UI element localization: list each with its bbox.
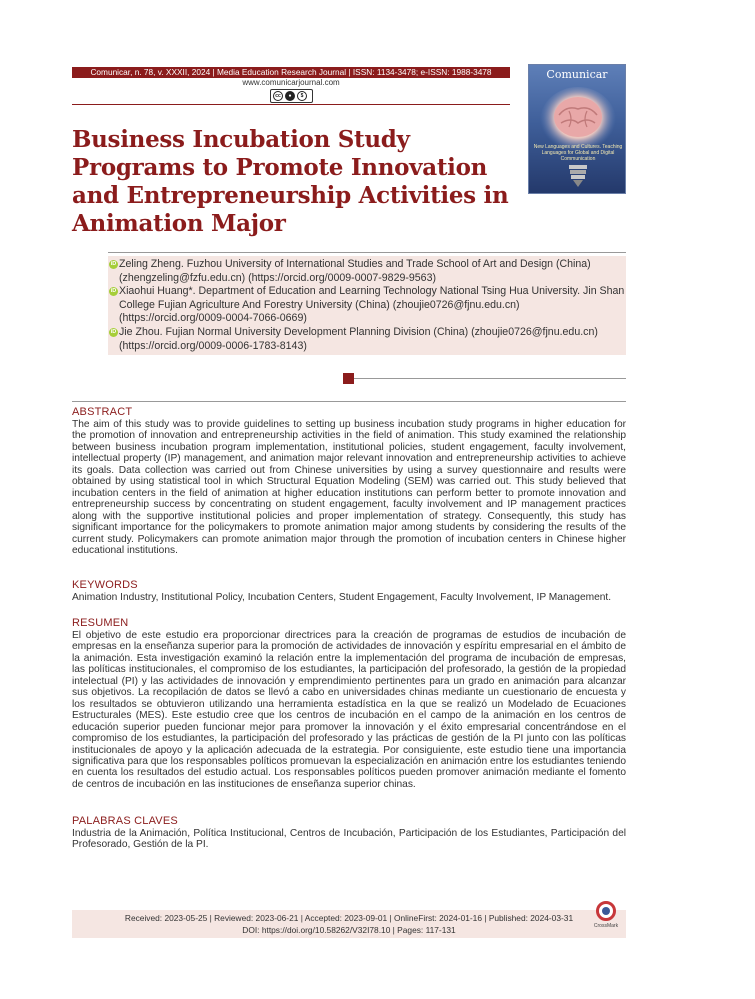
- by-icon: ●: [285, 91, 295, 101]
- palabras-text: Industria de la Animación, Política Institucional, Centros de Incubación, Participación de los Estudiantes, Participación del Profesorado, Gestión de la PI.: [72, 828, 626, 851]
- divider-square-icon: [343, 373, 354, 384]
- header-rule: [72, 104, 510, 105]
- keywords-text: Animation Industry, Institutional Policy, Incubation Centers, Student Engagement, Faculty Involvement, IP Management.: [72, 592, 612, 603]
- authors-top-rule: [108, 252, 626, 253]
- divider-line: [354, 378, 626, 379]
- orcid-icon[interactable]: iD: [110, 288, 117, 295]
- abstract-heading: ABSTRACT: [72, 406, 133, 418]
- cc-license-badge[interactable]: [270, 89, 313, 103]
- resumen-text: El objetivo de este estudio era proporcionar directrices para la creación de programas de estudios de incubación de empresas en la enseñanza superior para la promoción de actividades de innovación y espíritu empresarial en el ámbito de la animación. Esta investigación examinó la relación entre la implementación del programa de incubación de empresas, las políticas institucionales, el compromiso de los estudiantes, la participación del profesorado, la gestión de la propiedad intelectual (PI) y las actividades de innovación y emprendimiento pertinentes para un grado en animación para alcanzar sus objetivos. La recopilación de datos se llevó a cabo en universidades chinas mediante un cuestionario de encuesta y los resultados se obtuvieron utilizando una herramienta estadística en la que se realizó un Modelado de Ecuaciones Estructurales (MES). Este estudio cree que los centros de incubación en el campo de la animación en los centros de educación superior pueden funcionar mejor para promover la innovación y el éxito empresarial concentrándose en el compromiso de los estudiantes, la participación del profesorado y las prácticas de gestión de la PI junto con las políticas institucionales de apoyo y la aplicación adecuada de la estrategia. Por consiguiente, este estudio tiene una importancia significativa para que los responsables políticos promuevan la especialización en animación entre los estudiantes teniendo en cuenta los resultados del estudio actual. Los responsables políticos pueden promover animación mediante el fomento de centros de incubación en las instituciones de enseñanza superior chinas.: [72, 630, 626, 790]
- publication-footer: [72, 910, 626, 938]
- cc-icon: cc: [273, 91, 283, 101]
- author-text: Zeling Zheng. Fuzhou University of International Studies and Trade School of Art and Design (China) (zhengzeling@fzfu.edu.cn) (https://orcid.org/0009-0007-9829-9563): [119, 258, 591, 284]
- journal-header-bar: Comunicar, n. 78, v. XXXII, 2024 | Media Education Research Journal | ISSN: 1134-3478; e-ISSN: 1988-3478: [72, 67, 510, 78]
- author-entry: [108, 285, 626, 326]
- author-entry: [108, 326, 626, 353]
- doi-link[interactable]: DOI: https://doi.org/10.58262/V32I78.10 | Pages: 117-131: [242, 925, 456, 935]
- crossmark-label: CrossMark: [593, 923, 619, 929]
- cover-subtitle: New Languages and Cultures. Teaching Languages for Global and Digital Communication: [533, 144, 623, 162]
- resumen-heading: RESUMEN: [72, 617, 129, 629]
- author-text: Jie Zhou. Fujian Normal University Development Planning Division (China) (zhoujie0726@fjnu.edu.cn) (https://orcid.org/0009-0006-1783-8143): [119, 325, 598, 352]
- orcid-icon[interactable]: iD: [110, 328, 117, 335]
- crossmark-icon[interactable]: [591, 901, 621, 935]
- author-text: Xiaohui Huang*. Department of Education and Learning Technology National Tsing Hua University. Jin Shan College Fujian Agriculture And Forestry University (China) (zhoujie0726@fjnu.edu.cn) (https://orcid.org/0009-0004-7066-0669): [119, 285, 625, 325]
- section-rule: [72, 401, 626, 402]
- publication-dates: Received: 2023-05-25 | Reviewed: 2023-06-21 | Accepted: 2023-09-01 | OnlineFirst: 2024-01-16 | Published: 2024-03-31: [124, 913, 574, 923]
- author-entry: [108, 258, 626, 285]
- journal-website[interactable]: www.comunicarjournal.com: [242, 78, 340, 87]
- article-title: Business Incubation Study Programs to Promote Innovation and Entrepreneurship Activities in Animation Major: [72, 126, 509, 237]
- palabras-heading: PALABRAS CLAVES: [72, 815, 178, 827]
- abstract-text: The aim of this study was to provide guidelines to setting up business incubation study programs in higher education for the promotion of innovation and entrepreneurship activities in the field of animation. This study examined the relationship between business incubation program implementation, institutional policies, student engagement, faculty involvement, intellectual property (IP) management, and animation major relevant innovation and entrepreneurship activities to achieve its goals. Data collection was carried out from Chinese universities by using a survey questionnaire and results were obtained by using statistical tool in which Structural Equation Modeling (SEM) was carried out. This study believed that incubation centers in the field of animation at higher education institutions can perform better to promote innovation and entrepreneurship success by concentrating on student engagement, faculty involvement and IP management practices along with the supportive institutional policies and proper implementation of strategy. Consequently, this study has significant importance for the policymakers to promote animation major among students by considering the results of the current study. Policymakers can promote animation major through the promotion of incubation centers in Chinese higher educational institutions.: [72, 419, 626, 556]
- authors-block: [108, 256, 626, 355]
- orcid-icon[interactable]: iD: [110, 261, 117, 267]
- lightbulb-brain-icon: [529, 65, 626, 194]
- keywords-heading: KEYWORDS: [72, 579, 138, 591]
- journal-cover[interactable]: [528, 64, 626, 194]
- crossmark-core: [602, 907, 610, 915]
- cover-title: Comunicar: [546, 68, 608, 81]
- nc-icon: $: [297, 91, 307, 101]
